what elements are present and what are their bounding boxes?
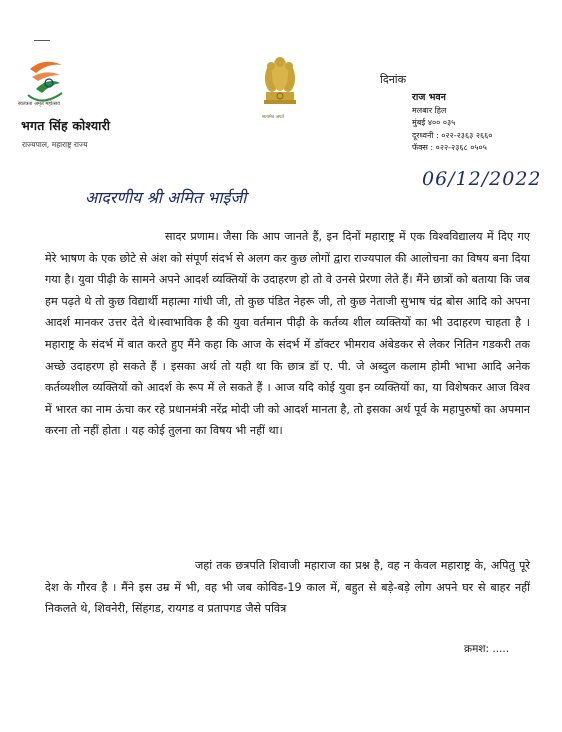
body-paragraph-2: जहां तक छत्रपति शिवाजी महाराज का प्रश्न है, वह न केवल महाराष्ट्र के, अपितु पूरे देश के गौरव है । मैंने इस उम्र में भी, वह भी जब कोविड-19 काल में, बहुत से बड़े-बड़े लोग अपने घर से बाहर नहीं निकलते थे, शिवनेरी, सिंहगड, रायगड व प्रतापगड जैसे पवित्र (45, 559, 530, 616)
salutation: आदरणीय श्री अमित भाईजी (85, 188, 247, 207)
address-phone: दूरध्वनी : ०२२-२३६३ २६६० (412, 130, 493, 140)
address-fax: फॅक्स : ०२२-२३६८ ०५०५ (412, 143, 487, 152)
date-label: दिनांक (380, 73, 407, 86)
address-line: मलबार हिल (412, 105, 447, 115)
national-emblem-icon (258, 48, 302, 120)
corner-mark (34, 40, 50, 41)
handwritten-date: 06/12/2022 (422, 168, 542, 190)
body-paragraph-1: सादर प्रणाम। जैसा कि आप जानते हैं, इन दिनों महाराष्ट्र में एक विश्वविद्यालय में दिए गए मेरे भाषण के एक छोटे से अंश को संपूर्ण संदर्भ से अलग कर कुछ लोगों द्वारा राज्यपाल की आलोचना का विषय बना दिया गया है। युवा पीढ़ी के सामने अपने आदर्श व्यक्तियों के उदाहरण हो तो वे उनसे प्रेरणा लेते हैं। मैंने छात्रों को बताया कि जब हम पढ़ते थे तो कुछ विद्यार्थी महात्मा गांधी जी, तो कुछ पंडित नेहरू जी, तो कुछ नेताजी सुभाष चंद्र बोस आदि को अपना आदर्श मानकर उत्तर देते थे।स्वाभाविक है की युवा वर्तमान पीढ़ी के कर्तव्य शील व्यक्तियों का भी उदाहरण चाहता है । महाराष्ट्र के संदर्भ में बात करते हुए मैंने कहा कि आज के संदर्भ में डॉक्टर भीमराव अंबेडकर से लेकर नितिन गडकरी तक अच्छे उदाहरण हो सकते हैं । इसका अर्थ तो यही था कि छात्र डॉ ए. पी. जे अब्दुल कलाम होमी भाभा आदि अनेक कर्तव्यशील व्यक्तियों को आदर्श के रूप में ले सकते हैं । आज यदि कोई युवा इन व्यक्तियों का, या विशेषकर आज विश्व में भारत का नाम ऊंचा कर रहे प्रधानमंत्री नरेंद्र मोदी जी को आदर्श मानता है, तो इसका अर्थ पूर्व के महापुरुषों का अपमान करना तो नहीं होता । यह कोई तुलना का विषय भी नहीं था। (45, 230, 530, 438)
sender-address (412, 92, 492, 155)
sender-designation: राज्यपाल, महाराष्ट्र राज्य (22, 140, 88, 149)
continuation-note: क्रमश: ..... (464, 643, 510, 655)
logo-caption: स्वतंत्रता अमृत महोत्सव (18, 101, 60, 107)
emblem-caption: सत्यमेव जयते (262, 115, 285, 120)
address-line: मुंबई ४०० ०३५ (412, 118, 456, 127)
sender-name: भगत सिंह कोश्यारी (21, 118, 111, 133)
address-title: राज भवन (412, 92, 446, 103)
